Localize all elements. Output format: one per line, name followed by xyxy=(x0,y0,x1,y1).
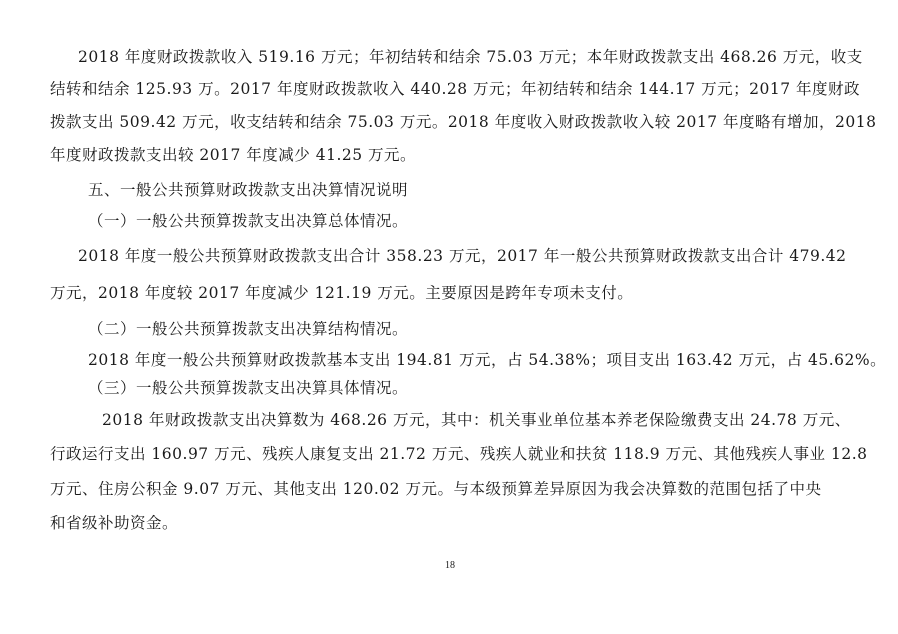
paragraph-2-line-1: 2018 年度一般公共预算财政拨款支出合计 358.23 万元，2017 年一般公共预算财政拨款支出合计 479.42 xyxy=(78,247,847,265)
paragraph-1-line-2: 结转和结余 125.93 万。2017 年度财政拨款收入 440.28 万元；年初结转和结余 144.17 万元；2017 年度财政 xyxy=(50,80,861,98)
paragraph-3-line-1: 2018 年度一般公共预算财政拨款基本支出 194.81 万元，占 54.38%；项目支出 163.42 万元，占 45.62%。 xyxy=(88,351,887,369)
section-5-heading: 五、一般公共预算财政拨款支出决算情况说明 xyxy=(88,181,409,199)
paragraph-4-line-3: 万元、住房公积金 9.07 万元、其他支出 120.02 万元。与本级预算差异原因为我会决算数的范围包括了中央 xyxy=(50,480,822,498)
paragraph-4-line-4: 和省级补助资金。 xyxy=(50,514,179,532)
paragraph-1-line-4: 年度财政拨款支出较 2017 年度减少 41.25 万元。 xyxy=(50,146,417,164)
paragraph-1-line-3: 拨款支出 509.42 万元，收支结转和结余 75.03 万元。2018 年度收入财政拨款收入较 2017 年度略有增加，2018 xyxy=(50,113,877,131)
paragraph-4-line-2: 行政运行支出 160.97 万元、残疾人康复支出 21.72 万元、残疾人就业和扶贫 118.9 万元、其他残疾人事业 12.8 xyxy=(50,445,868,463)
paragraph-2-line-2: 万元，2018 年度较 2017 年度减少 121.19 万元。主要原因是跨年专项未支付。 xyxy=(50,284,634,302)
subsection-1-heading: （一）一般公共预算拨款支出决算总体情况。 xyxy=(88,212,409,230)
paragraph-4-line-1: 2018 年财政拨款支出决算数为 468.26 万元，其中：机关事业单位基本养老保险缴费支出 24.78 万元、 xyxy=(102,411,851,429)
paragraph-1-line-1: 2018 年度财政拨款收入 519.16 万元；年初结转和结余 75.03 万元；本年财政拨款支出 468.26 万元，收支 xyxy=(78,48,863,66)
subsection-3-heading: （三）一般公共预算拨款支出决算具体情况。 xyxy=(88,379,409,397)
subsection-2-heading: （二）一般公共预算拨款支出决算结构情况。 xyxy=(88,320,409,338)
page-number: 18 xyxy=(445,560,455,571)
